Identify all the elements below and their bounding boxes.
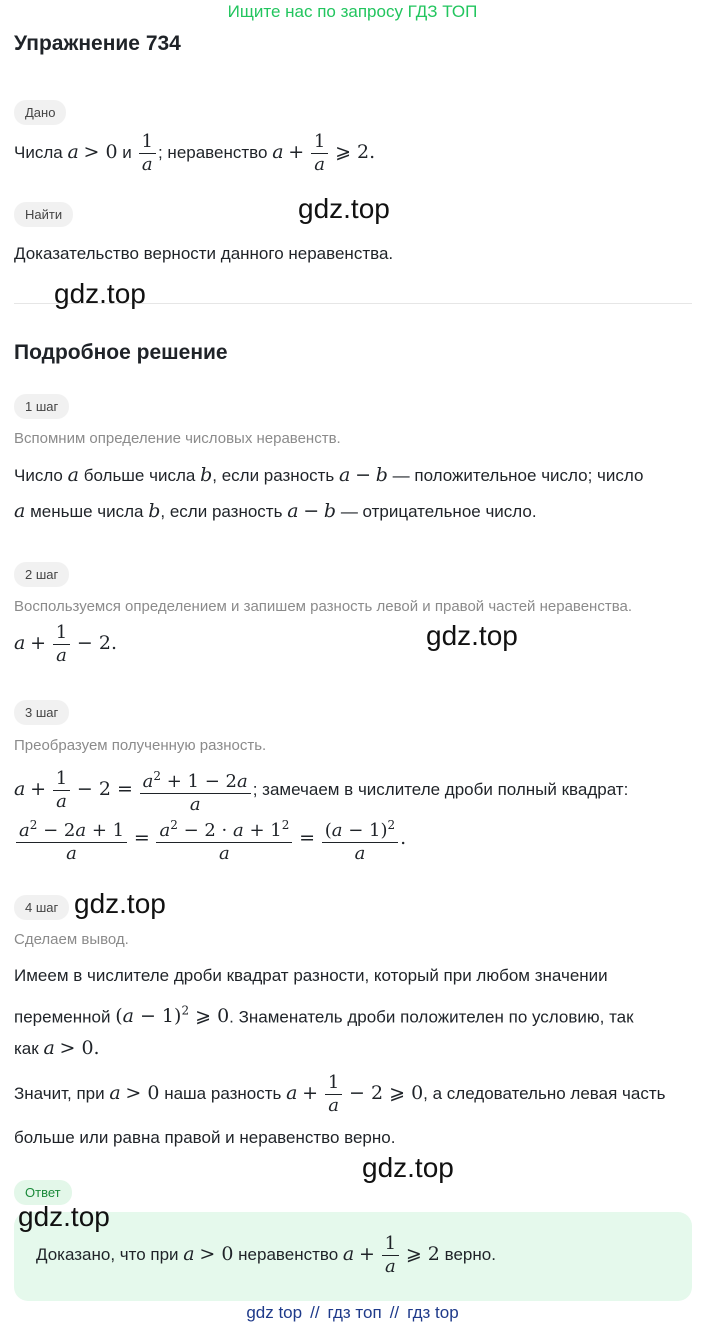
- step-4-p2-line-1: Значит, при a > 0 наша разность a + $\frac{1}{a}$ − 2 ⩾ 0, а следовательно левая часть: [14, 1072, 666, 1116]
- footer-link[interactable]: gdz top: [246, 1303, 303, 1322]
- footer-separator: //: [389, 1303, 400, 1322]
- step-1-hint: Вспомним определение числовых неравенств.: [14, 430, 341, 447]
- step-3-formula-2: $\frac{a^2 - 2a + 1}{a}$ = $\frac{a^2 - 2 \cdot a + 1^2}{a}$ = $\frac{(a - 1)^2}{a}$ .: [14, 814, 406, 865]
- watermark: gdz.top: [298, 193, 390, 224]
- step-3-formula-1: a + $\frac{1}{a}$ − 2 = $\frac{a^2 + 1 - 2a}{a}$ ; замечаем в числителе дроби полный квадрат:: [14, 765, 628, 816]
- search-banner[interactable]: Ищите нас по запросу ГДЗ ТОП: [227, 2, 478, 21]
- step-4-p1-line-2: переменной $(a - 1)^2$ ⩾ 0. Знаменатель дроби положителен по условию, так: [14, 1004, 634, 1028]
- watermark: gdz.top: [54, 278, 146, 309]
- step-4-p1-line-1: Имеем в числителе дроби квадрат разности, который при любом значении: [14, 966, 608, 985]
- step-2-hint: Воспользуемся определением и запишем разность левой и правой частей неравенства.: [14, 598, 633, 615]
- watermark: gdz.top: [74, 888, 166, 919]
- step-3-hint: Преобразуем полученную разность.: [14, 737, 267, 754]
- step-4-hint: Сделаем вывод.: [14, 931, 129, 948]
- find-text: Доказательство верности данного неравенства.: [14, 244, 394, 263]
- watermark: gdz.top: [18, 1201, 110, 1232]
- given-numbers-label: Числа: [14, 142, 63, 162]
- given-text: Числа a > 0 и $\frac{1}{a}$ ; неравенство a + $\frac{1}{a}$ ⩾ 2.: [14, 131, 376, 175]
- solution-title: Подробное решение: [14, 341, 228, 364]
- step-3-text: ; замечаем в числителе дроби полный квадрат:: [252, 779, 629, 799]
- given-chip: Дано: [14, 100, 66, 125]
- given-and: и: [122, 142, 132, 162]
- step-1-line-2: a меньше числа b, если разность a − b — отрицательное число.: [14, 500, 537, 522]
- page-title: Упражнение 734: [14, 32, 181, 55]
- footer-link[interactable]: гдз топ: [327, 1303, 382, 1322]
- footer-link[interactable]: гдз top: [407, 1303, 459, 1322]
- step-2-formula: a + $\frac{1}{a}$ − 2.: [14, 622, 117, 666]
- step-4-p1-line-3: как a > 0.: [14, 1037, 100, 1059]
- step-1-chip: 1 шаг: [14, 394, 69, 419]
- step-4-p2-line-2: больше или равна правой и неравенство верно.: [14, 1128, 396, 1147]
- footer-separator: //: [310, 1303, 320, 1322]
- step-2-chip: 2 шаг: [14, 562, 69, 587]
- given-ineq-label: ; неравенство: [157, 142, 268, 162]
- find-chip: Найти: [14, 202, 73, 227]
- footer-links: [0, 1303, 705, 1323]
- watermark: gdz.top: [426, 620, 518, 651]
- step-1-line-1: Число a больше числа b, если разность a − b — положительное число; число: [14, 464, 644, 486]
- step-4-chip: 4 шаг: [14, 895, 69, 920]
- answer-text: Доказано, что при a > 0 неравенство a + $\frac{1}{a}$ ⩾ 2 верно.: [36, 1233, 496, 1277]
- answer-chip: Ответ: [14, 1180, 72, 1205]
- step-3-chip: 3 шаг: [14, 700, 69, 725]
- watermark: gdz.top: [362, 1152, 454, 1183]
